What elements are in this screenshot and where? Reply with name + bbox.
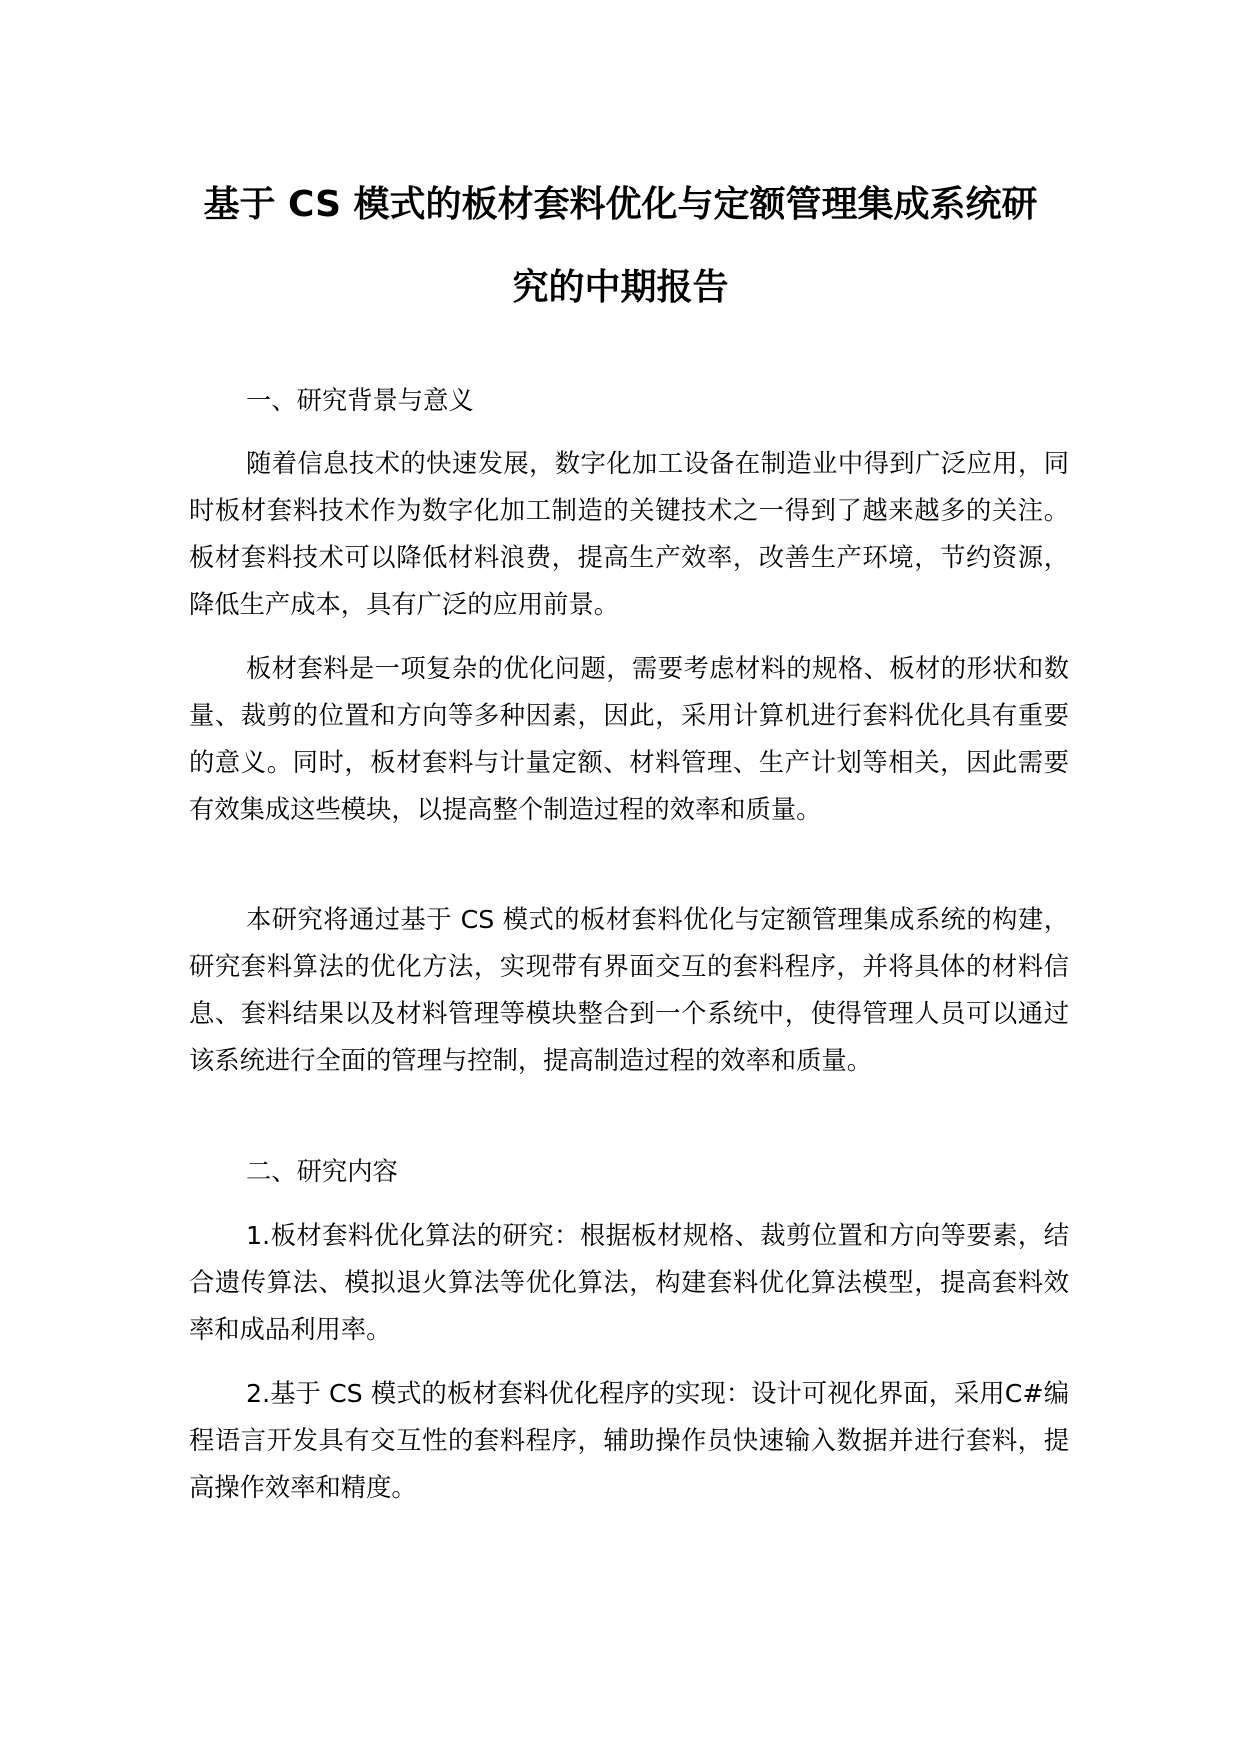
paragraph-background-1: 随着信息技术的快速发展，数字化加工设备在制造业中得到广泛应用，同时板材套料技术作为数字化加工制造的关键技术之一得到了越来越多的关注。板材套料技术可以降低材料浪费，提高生产效率，改善生产环境，节约资源，降低生产成本，具有广泛的应用前景。 [189,449,1069,619]
section-heading-content: 二、研究内容 [246,1157,398,1186]
section-heading-background: 一、研究背景与意义 [246,386,474,415]
document-title-line1: 基于 CS 模式的板材套料优化与定额管理集成系统研 [203,184,1038,225]
paragraph-content-1: 1.板材套料优化算法的研究：根据板材规格、裁剪位置和方向等要素，结合遗传算法、模拟退火算法等优化算法，构建套料优化算法模型，提高套料效率和成品利用率。 [189,1221,1069,1344]
paragraph-background-2: 板材套料是一项复杂的优化问题，需要考虑材料的规格、板材的形状和数量、裁剪的位置和方向等多种因素，因此，采用计算机进行套料优化具有重要的意义。同时，板材套料与计量定额、材料管理、生产计划等相关，因此需要有效集成这些模块，以提高整个制造过程的效率和质量。 [189,654,1069,824]
document-title-line2: 究的中期报告 [512,267,729,308]
paragraph-background-3: 本研究将通过基于 CS 模式的板材套料优化与定额管理集成系统的构建，研究套料算法的优化方法，实现带有界面交互的套料程序，并将具体的材料信息、套料结果以及材料管理等模块整合到一个系统中，使得管理人员可以通过该系统进行全面的管理与控制，提高制造过程的效率和质量。 [189,905,1069,1075]
paragraph-content-2: 2.基于 CS 模式的板材套料优化程序的实现：设计可视化界面，采用C#编程语言开发具有交互性的套料程序，辅助操作员快速输入数据并进行套料，提高操作效率和精度。 [189,1379,1069,1502]
